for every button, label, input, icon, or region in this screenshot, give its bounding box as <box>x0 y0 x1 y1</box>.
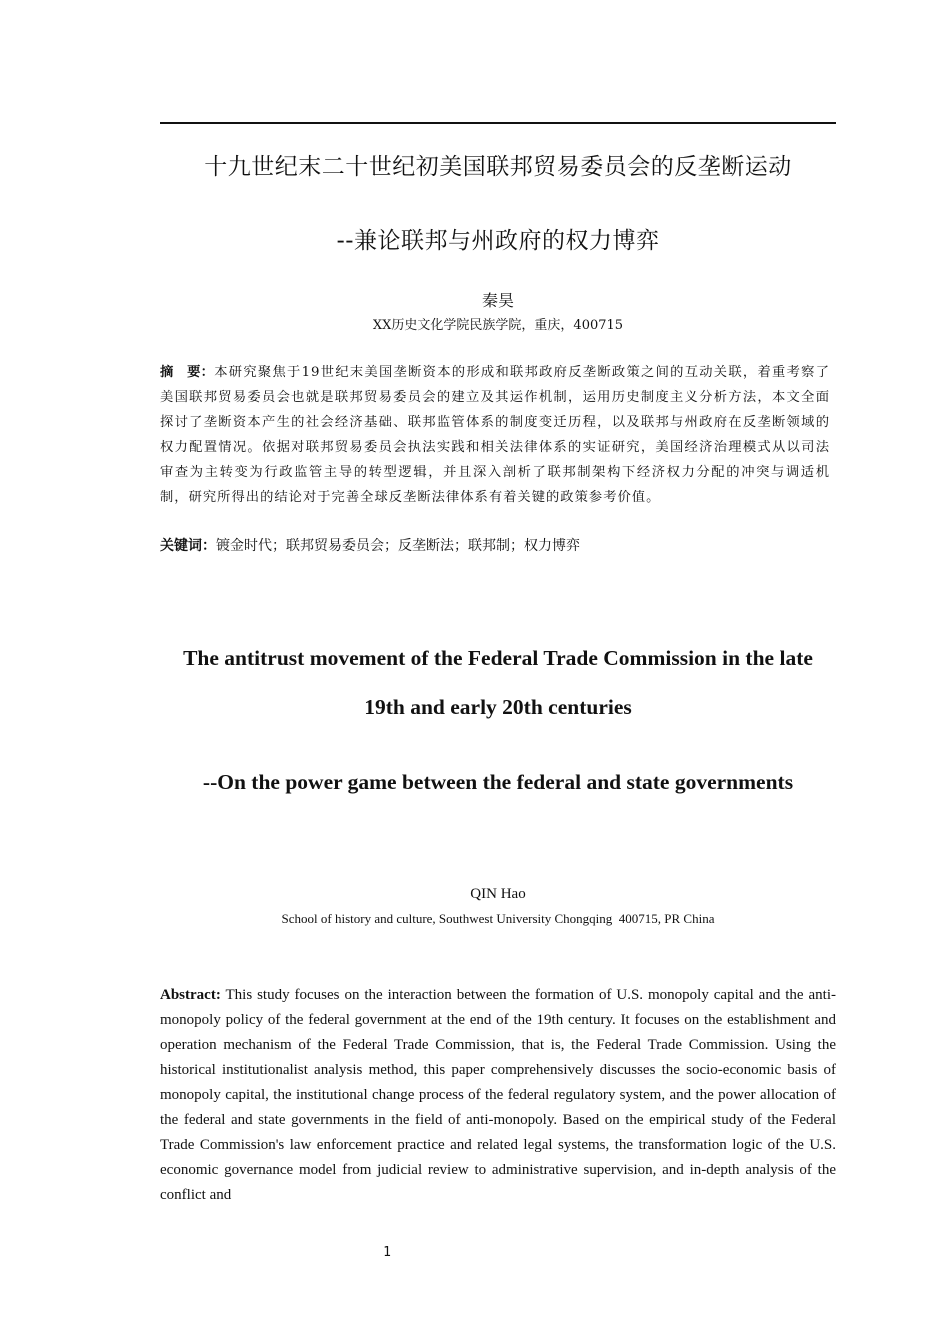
chinese-author: 秦昊 <box>481 291 514 310</box>
english-abstract <box>160 983 836 1208</box>
chinese-keywords <box>160 535 836 555</box>
english-title-line1: The antitrust movement of the Federal Trade Commission in the late <box>183 646 813 670</box>
chinese-subtitle: --兼论联邦与州政府的权力博弈 <box>336 228 660 254</box>
header-rule <box>160 122 836 124</box>
english-subtitle: --On the power game between the federal and state governments <box>202 770 794 794</box>
chinese-abstract <box>160 360 830 510</box>
chinese-keywords-text: 镀金时代；联邦贸易委员会；反垄断法；联邦制；权力博弈 <box>216 538 580 554</box>
page-number: 1 <box>383 1245 391 1260</box>
english-title-line2: 19th and early 20th centuries <box>364 695 632 719</box>
english-abstract-label: Abstract: <box>160 987 221 1003</box>
chinese-keywords-label: 关键词： <box>160 538 216 554</box>
english-author: QIN Hao <box>470 886 526 902</box>
english-abstract-text: This study focuses on the interaction between the formation of U.S. monopoly capital and the anti-monopoly policy of the federal government at the end of the 19th century. It focuses on the establishment and operation mechanism of the Federal Trade Commission, that is, the Federal Trade Commission. Using the historical institutionalist analysis method, this paper comprehensively discusses the socio-economic basis of monopoly capital, the institutional change process of the federal regulatory system, and the power allocation of the federal and state governments in the field of anti-monopoly. Based on the empirical study of the Federal Trade Commission's law enforcement practice and related legal systems, the transformation logic of the U.S. economic governance model from judicial review to administrative supervision, and in-depth analysis of the conflict and <box>160 987 836 1203</box>
chinese-abstract-text: 本研究聚焦于19世纪末美国垄断资本的形成和联邦政府反垄断政策之间的互动关联，着重考察了美国联邦贸易委员会也就是联邦贸易委员会的建立及其运作机制，运用历史制度主义分析方法，本文全面探讨了垄断资本产生的社会经济基础、联邦监管体系的制度变迁历程，以及联邦与州政府在反垄断领域的权力配置情况。依据对联邦贸易委员会执法实践和相关法律体系的实证研究，美国经济治理模式从以司法审查为主转变为行政监管主导的转型逻辑，并且深入剖析了联邦制架构下经济权力分配的冲突与调适机制，研究所得出的结论对于完善全球反垄断法律体系有着关键的政策参考价值。 <box>160 365 831 505</box>
english-affiliation: School of history and culture, Southwest University Chongqing 400715, PR China <box>281 911 715 926</box>
chinese-title: 十九世纪末二十世纪初美国联邦贸易委员会的反垄断运动 <box>204 154 792 180</box>
chinese-abstract-label: 摘 要： <box>160 365 215 380</box>
chinese-affiliation: XX历史文化学院民族学院，重庆，400715 <box>372 318 624 333</box>
